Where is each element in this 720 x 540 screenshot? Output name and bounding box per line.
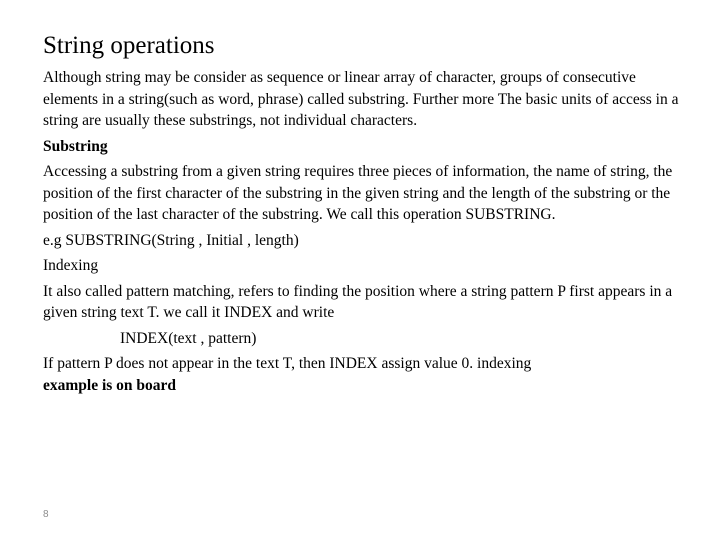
index-syntax: INDEX(text , pattern) bbox=[120, 329, 257, 347]
slide-body bbox=[43, 67, 683, 400]
substring-example: e.g SUBSTRING(String , Initial , length) bbox=[43, 231, 299, 249]
page-number: 8 bbox=[43, 509, 49, 520]
substring-heading: Substring bbox=[43, 137, 108, 155]
indexing-heading: Indexing bbox=[43, 257, 99, 274]
example-note: example is on board bbox=[43, 376, 177, 394]
intro-paragraph: Although string may be consider as sequence or linear array of character, groups of consecutive elements in a string(such as word, phrase) called substring. Further more The basic units of access in a string are usually these substrings, not individual characters. bbox=[43, 69, 679, 129]
indexing-paragraph: It also called pattern matching, refers to finding the position where a string pattern P first appears in a given string text T. we call it INDEX and write bbox=[43, 282, 673, 321]
substring-paragraph: Accessing a substring from a given string requires three pieces of information, the name of string, the position of the first character of the substring in the given string and the length of the substring or the position of the last character of the substring. We call this operation SUBSTRING. bbox=[43, 163, 673, 223]
slide-title: String operations bbox=[43, 32, 215, 59]
index-note: If pattern P does not appear in the text T, then INDEX assign value 0. indexing bbox=[43, 355, 532, 372]
